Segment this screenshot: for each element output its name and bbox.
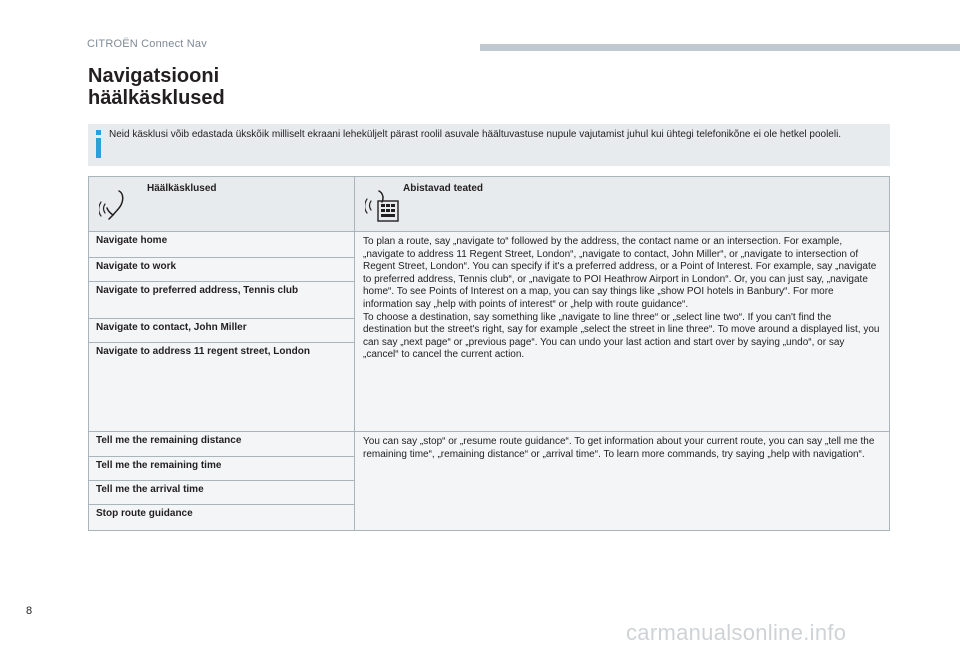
page-number: 8 [26,605,33,617]
table-row [89,232,890,258]
header-divider-bar [480,44,960,51]
column-header-help-messages-label: Abistavad teated [403,183,484,194]
voice-commands-table [88,176,890,531]
page-title-line2: häälkäsklused [88,87,225,109]
command-cell: Tell me the remaining distance [89,432,355,457]
table-row [89,432,890,457]
page-title [88,65,225,109]
info-icon [96,130,101,158]
voice-command-icon [99,189,133,221]
response-text: To plan a route, say „navigate to“ followed by the address, the contact name or an intersection. For example, „navigate to address 11 Regent Street, London“, „navigate to contact, John Miller“, or „navigate to intersection of Regent Street, London“. You can specify if it's a preferred address, or a Point of Interest. For example, say „navigate to preferred address, Tennis club“, or „navigate to POI Heathrow Airport in London“. Or, you can just say, „navigate home“. To see Points of Interest on a map, you can say things like „show POI hotels in Banbury“. For more information say „help with points of interest“ or „help with route guidance“. To choose a destination, say something like „navigate to line three“ or „select line two“. If you can't find the destination but the street's right, say for example „select the street in line three“. To move around a displayed list, you can say „next page“ or „previous page“. You can undo your last action and start over by saying „undo“, or say „cancel“ to cancel the current action. [363,236,880,361]
command-cell: Tell me the remaining time [89,457,355,481]
brand-header: CITROËN Connect Nav [87,38,207,50]
watermark: carmanualsonline.info [626,620,847,645]
page-title-line1: Navigatsiooni [88,65,220,87]
response-text: You can say „stop“ or „resume route guidance“. To get information about your current route, you can say „tell me the remaining time“, „remaining distance“ or „arrival time“. To learn more commands, try saying „help with navigation“. [363,436,875,460]
command-cell: Navigate to contact, John Miller [89,319,355,343]
response-cell [355,232,890,432]
command-cell: Navigate to preferred address, Tennis club [89,282,355,319]
command-cell: Navigate home [89,232,355,258]
command-cell: Navigate to address 11 regent street, London [89,343,355,432]
column-header-help-messages [355,177,890,232]
info-note-text: Neid käsklusi võib edastada ükskõik milliselt ekraani leheküljelt pärast roolil asuvale häältuvastuse nupule vajutamist juhul kui ühtegi telefonikõne ei ole hetkel pooleli. [109,129,842,140]
command-cell: Tell me the arrival time [89,481,355,505]
column-header-commands-label: Häälkäsklused [147,183,217,194]
column-header-commands [89,177,355,232]
command-cell: Navigate to work [89,258,355,282]
info-note [88,124,890,166]
command-cell: Stop route guidance [89,505,355,531]
voice-help-messages-icon [365,189,399,223]
response-cell [355,432,890,531]
